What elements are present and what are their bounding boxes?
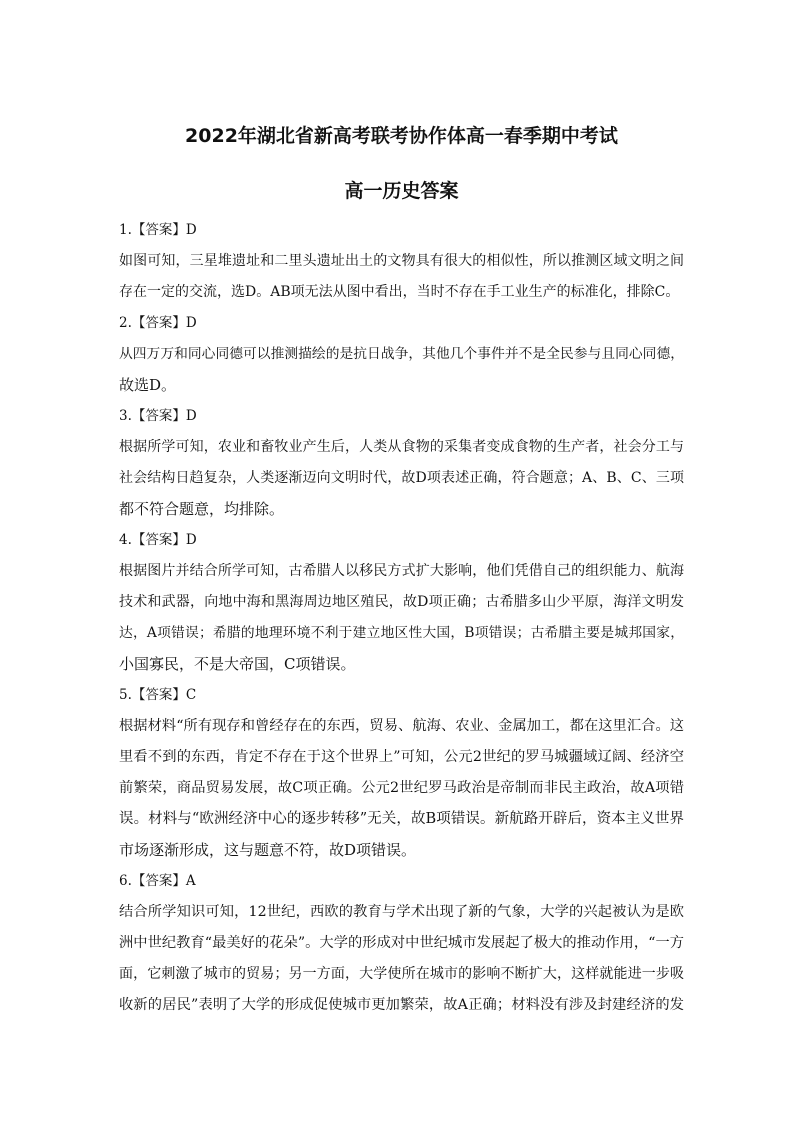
explanation (119, 246, 684, 308)
explanation (119, 339, 684, 401)
document-title: 2022年湖北省新高考联考协作体高一春季期中考试 (185, 125, 618, 147)
explanation (119, 556, 684, 680)
answer-item-4 (119, 525, 684, 680)
explanation-line: 市场逐渐形成，这与题意不符，故D项错误。 (119, 841, 417, 859)
answer-item-6 (119, 866, 684, 1021)
explanation-line: 达，A项错误；希腊的地理环境不利于建立地区性大国，B项错误；古希腊主要是城邦国家， (119, 625, 684, 641)
explanation-line: 都不符合题意，均排除。 (119, 500, 285, 518)
explanation-line: 误。材料与“欧洲经济中心的逐步转移”无关，故B项错误。新航路开辟后，资本主义世界 (119, 811, 684, 827)
explanation-line: 社会结构日趋复杂，人类逐渐迈向文明时代，故D项表述正确，符合题意；A、B、C、三项 (119, 470, 684, 486)
answer-item-5 (119, 680, 684, 866)
explanation-line: 技术和武器，向地中海和黑海周边地区殖民，故D项正确；古希腊多山少平原，海洋文明发 (119, 594, 684, 610)
answer-label: 6.【答案】A (119, 873, 196, 889)
explanation-line: 结合所学知识可知，12世纪，西欧的教育与学术出现了新的气象，大学的兴起被认为是欧 (119, 904, 684, 920)
explanation-line: 如图可知，三星堆遗址和二里头遗址出土的文物具有很大的相似性，所以推测区域文明之间 (119, 253, 684, 269)
answer-label: 3.【答案】D (119, 408, 197, 424)
answer-label: 1.【答案】D (119, 222, 197, 238)
explanation-line: 根据所学可知，农业和畜牧业产生后，人类从食物的采集者变成食物的生产者，社会分工与 (119, 439, 684, 455)
explanation-line: 面，它刺激了城市的贸易；另一方面，大学使所在城市的影响不断扩大，这样就能进一步吸 (119, 966, 684, 982)
answer-item-1 (119, 215, 684, 308)
explanation (119, 432, 684, 525)
document-subtitle: 高一历史答案 (344, 180, 459, 202)
explanation-line: 小国寡民，不是大帝国，C项错误。 (119, 655, 356, 673)
answer-label: 2.【答案】D (119, 315, 197, 331)
answer-label: 5.【答案】C (119, 687, 197, 703)
explanation-line: 里看不到的东西，肯定不存在于这个世界上”可知，公元2世纪的罗马城疆域辽阔、经济空 (119, 749, 684, 765)
answer-label: 4.【答案】D (119, 532, 197, 548)
answer-item-2 (119, 308, 684, 401)
explanation-line: 根据材料“所有现存和曾经存在的东西，贸易、航海、农业、金属加工，都在这里汇合。这 (119, 718, 684, 734)
explanation (119, 897, 684, 1021)
answer-item-3 (119, 401, 684, 525)
explanation-line: 从四万万和同心同德可以推测描绘的是抗日战争，其他几个事件并不是全民参与且同心同德， (119, 346, 684, 362)
answer-list (119, 215, 684, 1021)
explanation-line: 故选D。 (119, 376, 177, 394)
explanation (119, 711, 684, 866)
explanation-line: 根据图片并结合所学可知，古希腊人以移民方式扩大影响，他们凭借自己的组织能力、航海 (119, 563, 684, 579)
explanation-line: 存在一定的交流，选D。AB项无法从图中看出，当时不存在手工业生产的标准化，排除C。 (119, 284, 680, 300)
explanation-line: 前繁荣，商品贸易发展，故C项正确。公元2世纪罗马政治是帝制而非民主政治，故A项错 (119, 780, 684, 796)
explanation-line: 洲中世纪教育“最美好的花朵”。大学的形成对中世纪城市发展起了极大的推动作用，“一方 (119, 935, 684, 951)
explanation-line: 收新的居民”表明了大学的形成促使城市更加繁荣，故A正确；材料没有涉及封建经济的发 (119, 997, 684, 1013)
